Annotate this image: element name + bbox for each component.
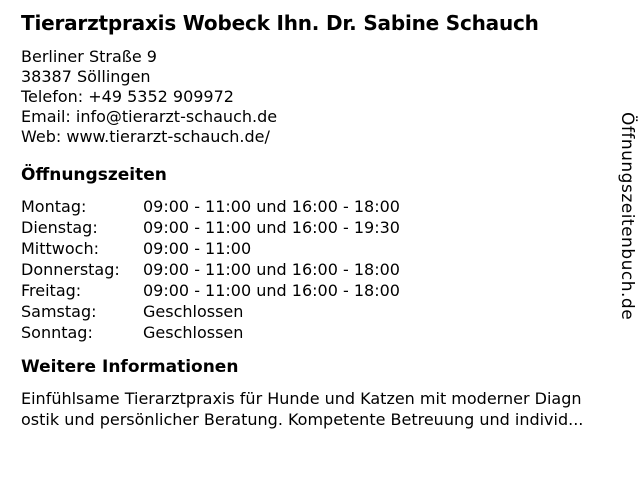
web-value: www.tierarzt-schauch.de/ (66, 127, 270, 146)
hours-value: 09:00 - 11:00 und 16:00 - 19:30 (143, 218, 400, 237)
hours-value: 09:00 - 11:00 und 16:00 - 18:00 (143, 197, 400, 216)
hours-row-thursday (21, 259, 610, 280)
web-line (21, 127, 610, 147)
day-label: Freitag: (21, 281, 82, 300)
hours-value: Geschlossen (143, 323, 244, 342)
address-street: Berliner Straße 9 (21, 47, 157, 66)
day-label: Donnerstag: (21, 260, 120, 279)
description-line-1: Einfühlsame Tierarztpraxis für Hunde und Katzen mit moderner Diagn (21, 389, 582, 408)
web-label: Web: (21, 127, 62, 146)
hours-row-sunday (21, 322, 610, 343)
address-city: 38387 Söllingen (21, 67, 151, 86)
hours-value: Geschlossen (143, 302, 244, 321)
hours-value: 09:00 - 11:00 und 16:00 - 18:00 (143, 281, 400, 300)
contact-block (21, 47, 610, 147)
phone-value: +49 5352 909972 (88, 87, 234, 106)
email-line (21, 107, 610, 127)
hours-row-friday (21, 280, 610, 301)
hours-row-wednesday (21, 238, 610, 259)
hours-row-tuesday (21, 217, 610, 238)
opening-hours-table (21, 196, 610, 343)
opening-hours-heading: Öffnungszeiten (21, 165, 167, 185)
day-label: Montag: (21, 197, 87, 216)
hours-value: 09:00 - 11:00 und 16:00 - 18:00 (143, 260, 400, 279)
oeffnungszeitenbuch-watermark: Öffnungszeitenbuch.de (617, 112, 637, 321)
day-label: Samstag: (21, 302, 97, 321)
day-label: Dienstag: (21, 218, 98, 237)
hours-value: 09:00 - 11:00 (143, 239, 252, 258)
hours-row-saturday (21, 301, 610, 322)
business-description (21, 388, 610, 430)
page-title: Tierarztpraxis Wobeck Ihn. Dr. Sabine Schauch (21, 11, 539, 35)
phone-label: Telefon: (21, 87, 84, 106)
hours-row-monday (21, 196, 610, 217)
more-info-heading: Weitere Informationen (21, 357, 239, 377)
day-label: Sonntag: (21, 323, 93, 342)
email-value: info@tierarzt-schauch.de (75, 107, 278, 126)
phone-line (21, 87, 610, 107)
email-label: Email: (21, 107, 71, 126)
description-line-2: ostik und persönlicher Beratung. Kompetente Betreuung und individ... (21, 410, 584, 429)
day-label: Mittwoch: (21, 239, 99, 258)
